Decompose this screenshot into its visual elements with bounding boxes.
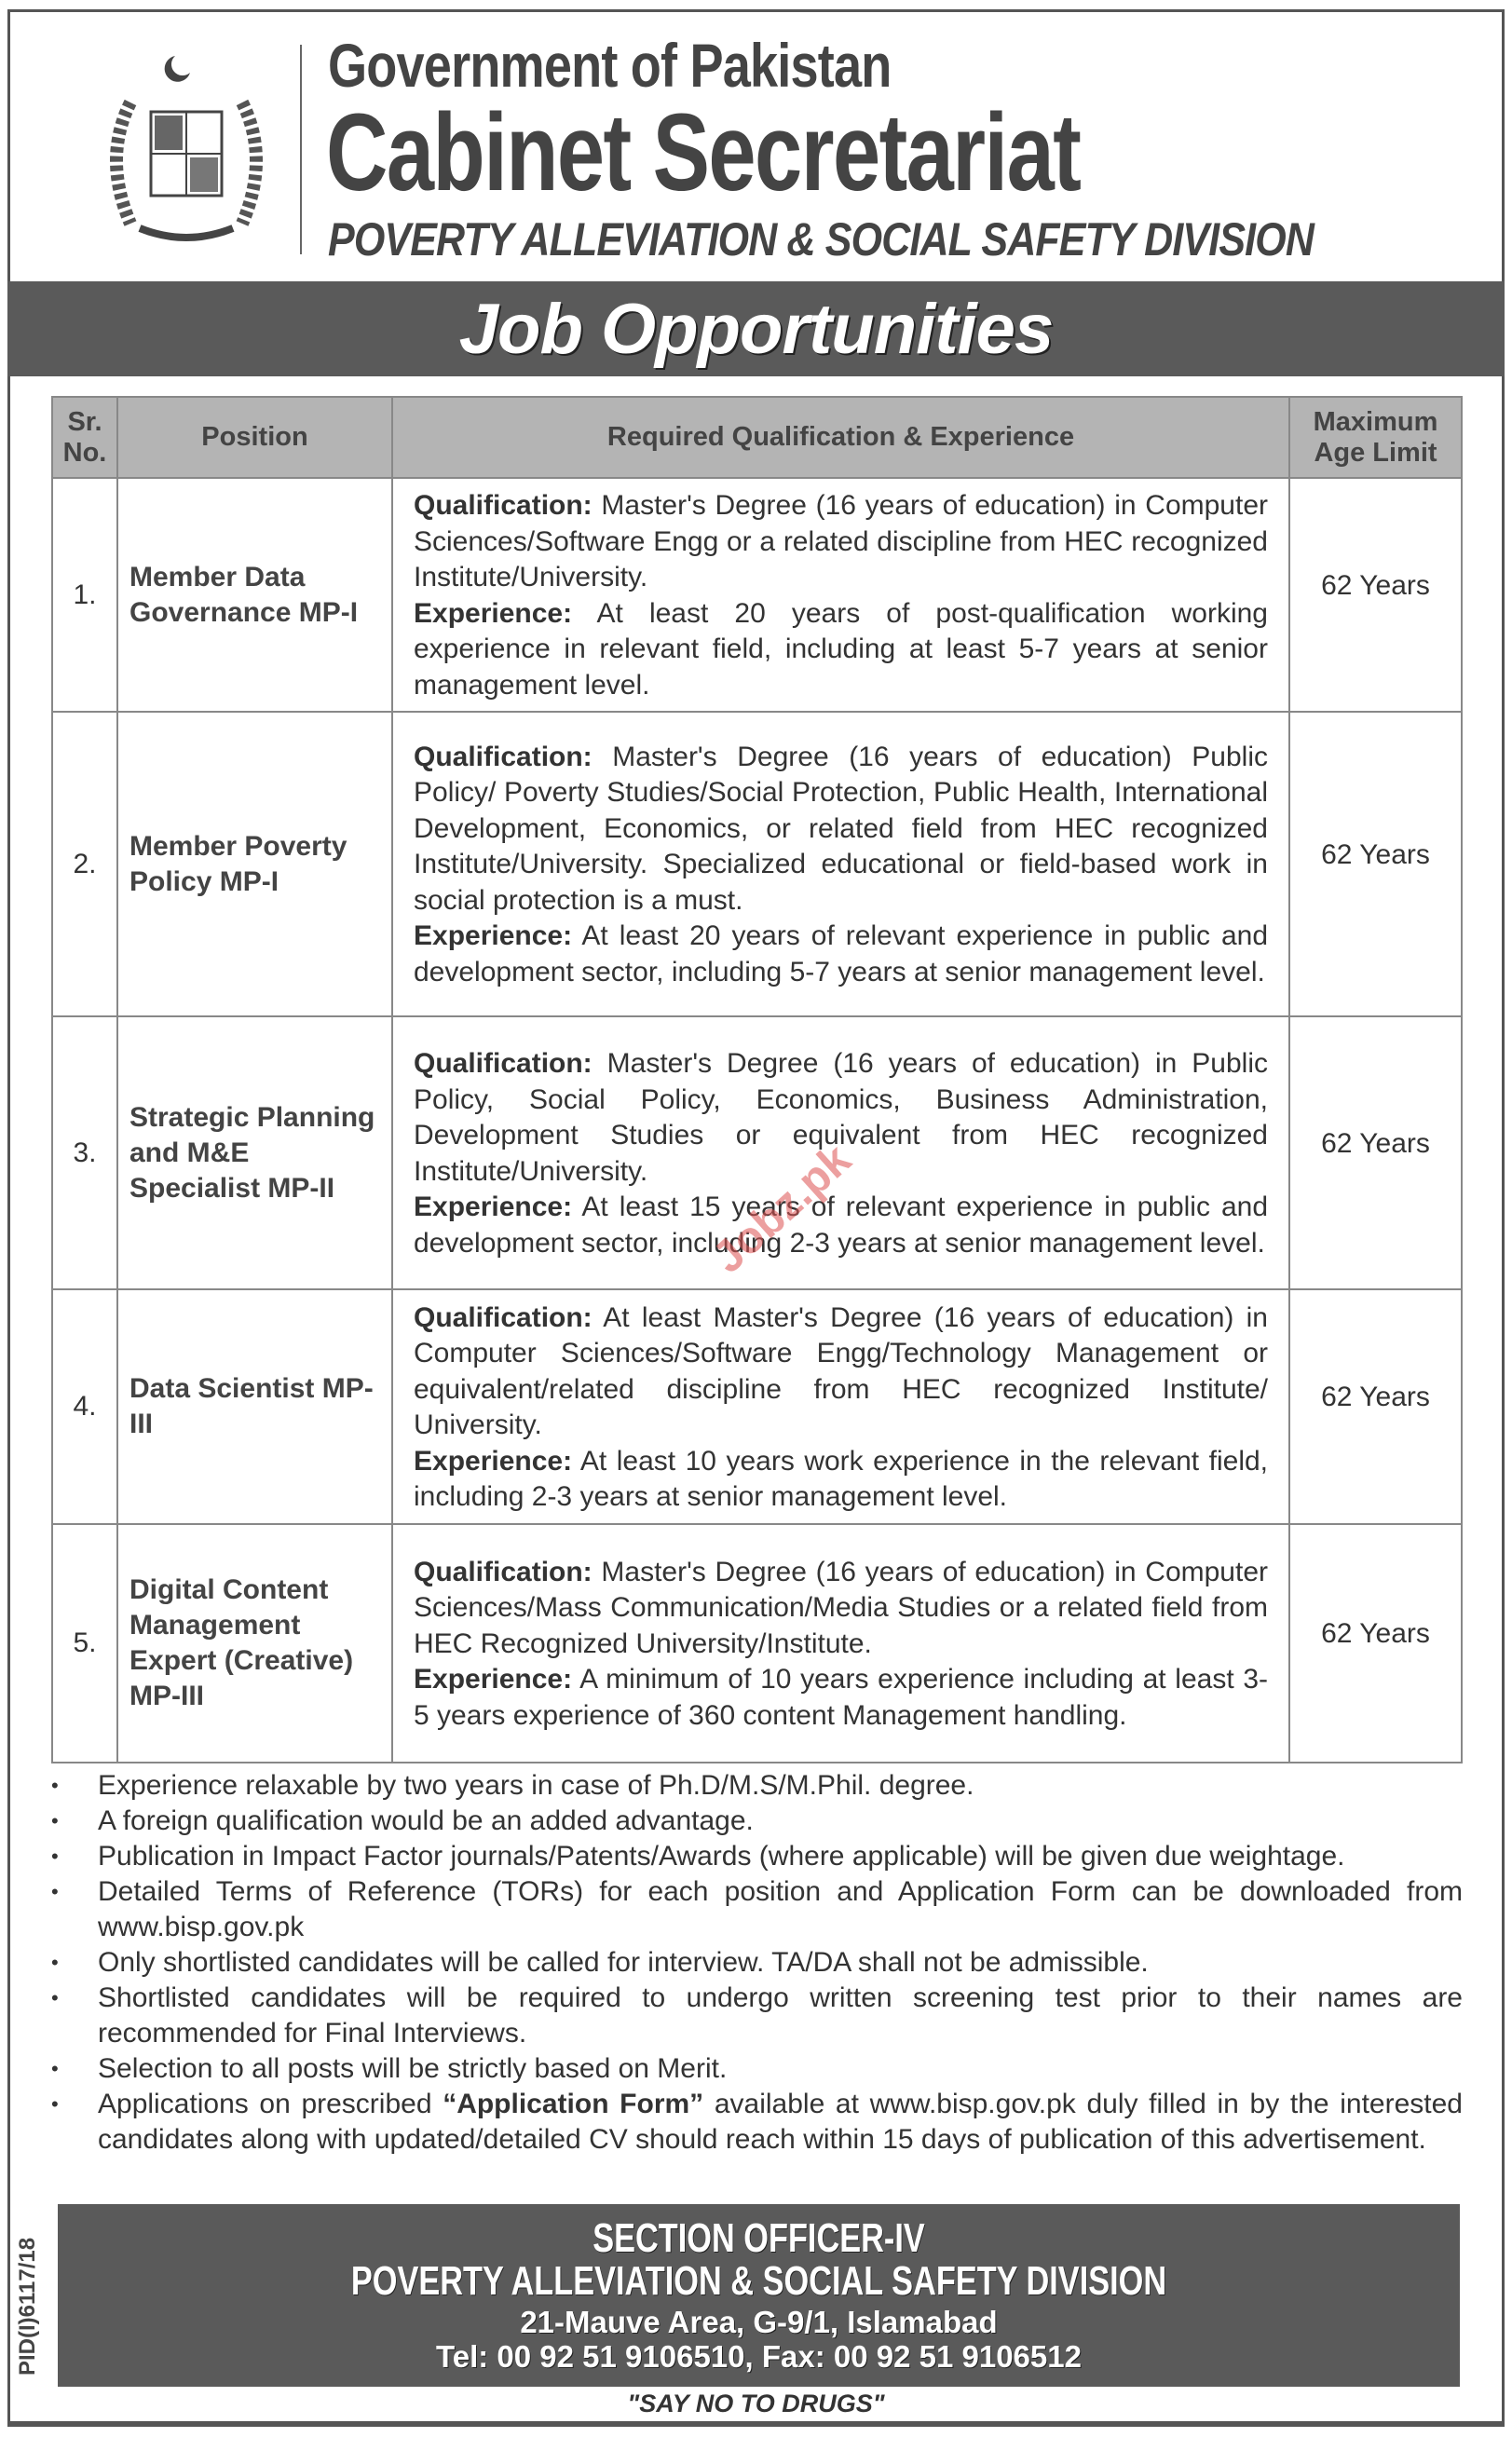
note-item: • Only shortlisted candidates will be called for interview. TA/DA shall not be admissible. <box>51 1945 1463 1981</box>
position-name: Strategic Planning and M&E Specialist MP-II <box>117 1016 392 1289</box>
position-name: Data Scientist MP-III <box>117 1289 392 1524</box>
footer-contact: Tel: 00 92 51 9106510, Fax: 00 92 51 9106512 <box>436 2339 1082 2374</box>
age-limit: 62 Years <box>1289 712 1462 1016</box>
footer-officer: SECTION OFFICER-IV <box>593 2215 925 2261</box>
qualification-label: Qualification: <box>414 1556 593 1587</box>
jobs-table <box>51 396 1463 1763</box>
footer-division: POVERTY ALLEVIATION & SOCIAL SAFETY DIVISION <box>350 2258 1167 2304</box>
note-item: • Detailed Terms of Reference (TORs) for each position and Application Form can be downloaded from www.bisp.gov.pk <box>51 1874 1463 1945</box>
sr-number: 2. <box>52 712 117 1016</box>
qualification-cell <box>392 712 1289 1016</box>
application-form-label: “Application Form” <box>443 2089 704 2119</box>
col-qualification: Required Qualification & Experience <box>392 397 1289 478</box>
experience-label: Experience: <box>414 1445 573 1477</box>
note-item: • Publication in Impact Factor journals/Patents/Awards (where applicable) will be given due weightage. <box>51 1839 1463 1874</box>
note-item: • Experience relaxable by two years in case of Ph.D/M.S/M.Phil. degree. <box>51 1768 1463 1804</box>
experience-text: At least 15 years of relevant experience in public and development sector, including 2-3 years at senior management level. <box>414 1191 1268 1259</box>
experience-label: Experience: <box>414 1664 573 1695</box>
sr-number: 3. <box>52 1016 117 1289</box>
table-row <box>52 1524 1462 1763</box>
position-name: Member Poverty Policy MP-I <box>117 712 392 1016</box>
note-text: available at www.bisp.gov.pk duly filled in by the interested candidates along with updated/detailed CV should reach within 15 days of publication of this advertisement. <box>98 2089 1463 2155</box>
footer-address: 21-Mauve Area, G-9/1, Islamabad <box>520 2305 998 2339</box>
age-limit: 62 Years <box>1289 1289 1462 1524</box>
table-row <box>52 1289 1462 1524</box>
experience-label: Experience: <box>414 1191 573 1222</box>
qualification-text: Master's Degree (16 years of education) in Computer Sciences/Mass Communication/Media Studies or a related field from HEC Recognized University/Institute. <box>414 1556 1268 1659</box>
experience-label: Experience: <box>414 597 573 629</box>
header-divider <box>300 45 302 254</box>
sr-number: 4. <box>52 1289 117 1524</box>
note-item: • A foreign qualification would be an added advantage. <box>51 1804 1463 1839</box>
col-age: Maximum Age Limit <box>1289 397 1462 478</box>
age-limit: 62 Years <box>1289 1524 1462 1763</box>
note-text: Applications on prescribed <box>98 2089 443 2119</box>
qualification-text: Master's Degree (16 years of education) in Public Policy, Social Policy, Economics, Business Administration, Development Studies or equivalent from HEC recognized Institute/University. <box>414 1048 1268 1187</box>
office-title: Cabinet Secretariat <box>326 91 1081 214</box>
experience-text: At least 20 years of post-qualification working experience in relevant field, including at least 5-7 years at senior management level. <box>414 597 1268 701</box>
experience-text: At least 20 years of relevant experience in public and development sector, including 5-7 years at senior management level. <box>414 920 1268 987</box>
qualification-text: Master's Degree (16 years of education) in Computer Sciences/Software Engg or a related discipline from HEC recognized Institute/University. <box>414 490 1268 592</box>
qualification-label: Qualification: <box>414 1301 593 1333</box>
col-sr: Sr. No. <box>52 397 117 478</box>
col-position: Position <box>117 397 392 478</box>
division-title: POVERTY ALLEVIATION & SOCIAL SAFETY DIVISION <box>328 213 1314 266</box>
slogan: "SAY NO TO DRUGS" <box>627 2390 885 2417</box>
qualification-text: Master's Degree (16 years of education) Public Policy/ Poverty Studies/Social Protection, Public Health, International Development, Economics, or related field from HEC recognized Institute/University. Specialized educational or field-based work in social protection is a must. <box>414 741 1268 916</box>
age-limit: 62 Years <box>1289 1016 1462 1289</box>
job-opportunities-banner <box>7 281 1505 376</box>
banner-title: Job Opportunities <box>458 289 1054 369</box>
watermark: Jobz.pk <box>703 1135 861 1283</box>
experience-label: Experience: <box>414 920 573 952</box>
sr-number: 5. <box>52 1524 117 1763</box>
position-name: Digital Content Management Expert (Creative) MP-III <box>117 1524 392 1763</box>
experience-text: At least 10 years work experience in the relevant field, including 2-3 years at senior management level. <box>414 1445 1268 1512</box>
note-item-application <box>51 2087 1463 2158</box>
note-item: • Selection to all posts will be strictly based on Merit. <box>51 2051 1463 2087</box>
qualification-label: Qualification: <box>414 490 593 521</box>
contact-box <box>58 2204 1460 2387</box>
qualification-text: At least Master's Degree (16 years of education) in Computer Sciences/Software Engg/Technology Management or equivalent/related discipline from HEC recognized Institute/ University. <box>414 1301 1268 1440</box>
note-item: • Shortlisted candidates will be required to undergo written screening test prior to their names are recommended for Final Interviews. <box>51 1981 1463 2051</box>
qualification-cell <box>392 1524 1289 1763</box>
age-limit: 62 Years <box>1289 478 1462 712</box>
pid-number: PID(I)6117/18 <box>15 2237 40 2376</box>
qualification-cell <box>392 1289 1289 1524</box>
qualification-label: Qualification: <box>414 741 593 772</box>
table-row <box>52 712 1462 1016</box>
qualification-label: Qualification: <box>414 1048 593 1079</box>
notes-list <box>51 1768 1463 2158</box>
experience-text: A minimum of 10 years experience including at least 3-5 years experience of 360 content Management handling. <box>414 1664 1268 1731</box>
government-title: Government of Pakistan <box>328 31 892 100</box>
table-row <box>52 478 1462 712</box>
state-emblem-icon <box>93 47 279 247</box>
sr-number: 1. <box>52 478 117 712</box>
position-name: Member Data Governance MP-I <box>117 478 392 712</box>
qualification-cell <box>392 478 1289 712</box>
